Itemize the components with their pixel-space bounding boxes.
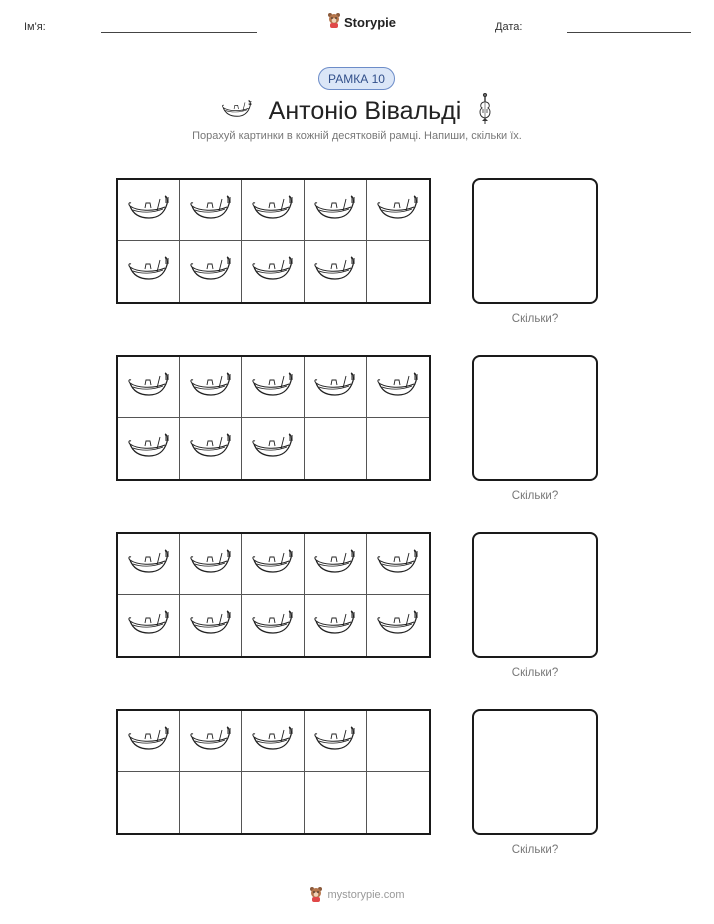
ten-frame	[116, 532, 431, 658]
frame-cell	[367, 241, 429, 302]
frame-cell	[367, 418, 429, 479]
gondola-icon	[313, 255, 357, 288]
title-row	[0, 94, 714, 128]
gondola-icon	[189, 194, 233, 227]
footer-url: mystorypie.com	[327, 889, 405, 901]
gondola-icon	[221, 98, 253, 125]
frame-cell	[305, 711, 367, 772]
frame-badge: РАМКА 10	[318, 67, 395, 90]
footer	[0, 884, 714, 906]
frame-cell	[305, 772, 367, 833]
frame-cell	[367, 357, 429, 418]
frame-cell	[180, 180, 242, 241]
ten-frame	[116, 355, 431, 481]
frame-cell	[180, 772, 242, 833]
gondola-icon	[189, 255, 233, 288]
ten-frame	[116, 178, 431, 304]
gondola-icon	[313, 371, 357, 404]
instructions: Порахуй картинки в кожній десятковій рамці. Напиши, скільки їх.	[192, 130, 522, 142]
frame-cell	[180, 534, 242, 595]
frame-cell	[367, 711, 429, 772]
gondola-icon	[189, 371, 233, 404]
frame-cell	[305, 534, 367, 595]
gondola-icon	[127, 725, 171, 758]
frame-cell	[242, 180, 304, 241]
gondola-icon	[313, 609, 357, 642]
frame-cell	[180, 241, 242, 302]
brand-logo	[327, 12, 396, 32]
answer-box[interactable]	[472, 178, 598, 304]
count-prompt: Скільки?	[511, 667, 559, 679]
frame-cell	[242, 418, 304, 479]
gondola-icon	[313, 548, 357, 581]
gondola-icon	[251, 371, 295, 404]
frame-cell	[180, 595, 242, 656]
frame-cell	[367, 534, 429, 595]
gondola-icon	[313, 725, 357, 758]
frame-cell	[118, 241, 180, 302]
frame-cell	[305, 180, 367, 241]
frame-cell	[118, 772, 180, 833]
count-prompt: Скільки?	[511, 490, 559, 502]
frame-cell	[305, 357, 367, 418]
name-label: Ім'я:	[24, 21, 46, 33]
frame-cell	[242, 595, 304, 656]
gondola-icon	[127, 548, 171, 581]
frame-cell	[242, 357, 304, 418]
gondola-icon	[251, 255, 295, 288]
gondola-icon	[127, 609, 171, 642]
frame-cell	[367, 772, 429, 833]
date-label: Дата:	[495, 21, 523, 33]
frame-cell	[305, 595, 367, 656]
gondola-icon	[189, 725, 233, 758]
gondola-icon	[189, 609, 233, 642]
answer-box[interactable]	[472, 355, 598, 481]
gondola-icon	[376, 371, 420, 404]
frame-cell	[180, 357, 242, 418]
gondola-icon	[127, 371, 171, 404]
gondola-icon	[189, 548, 233, 581]
frame-cell	[305, 241, 367, 302]
gondola-icon	[251, 609, 295, 642]
count-prompt: Скільки?	[511, 844, 559, 856]
gondola-icon	[313, 194, 357, 227]
answer-box[interactable]	[472, 532, 598, 658]
gondola-icon	[127, 194, 171, 227]
gondola-icon	[376, 194, 420, 227]
ten-frame	[116, 709, 431, 835]
frame-cell	[242, 772, 304, 833]
gondola-icon	[251, 432, 295, 465]
gondola-icon	[376, 609, 420, 642]
name-line[interactable]	[101, 32, 257, 33]
gondola-icon	[376, 548, 420, 581]
bear-mascot-icon	[327, 12, 341, 33]
answer-box[interactable]	[472, 709, 598, 835]
frame-cell	[118, 711, 180, 772]
frame-cell	[242, 711, 304, 772]
gondola-icon	[251, 548, 295, 581]
date-line[interactable]	[567, 32, 691, 33]
gondola-icon	[251, 194, 295, 227]
frame-cell	[367, 180, 429, 241]
frame-cell	[367, 595, 429, 656]
frame-cell	[118, 595, 180, 656]
frame-cell	[118, 534, 180, 595]
gondola-icon	[251, 725, 295, 758]
gondola-icon	[189, 432, 233, 465]
frame-cell	[242, 241, 304, 302]
gondola-icon	[127, 255, 171, 288]
frame-cell	[305, 418, 367, 479]
frame-cell	[118, 180, 180, 241]
frame-cell	[180, 711, 242, 772]
brand-name: Storypie	[344, 14, 397, 30]
page-title: Антоніо Вівальді	[268, 96, 462, 125]
count-prompt: Скільки?	[511, 313, 559, 325]
gondola-icon	[127, 432, 171, 465]
frame-cell	[118, 418, 180, 479]
bear-mascot-icon	[309, 886, 323, 905]
frame-cell	[180, 418, 242, 479]
frame-cell	[118, 357, 180, 418]
violin-icon	[477, 93, 493, 130]
frame-cell	[242, 534, 304, 595]
